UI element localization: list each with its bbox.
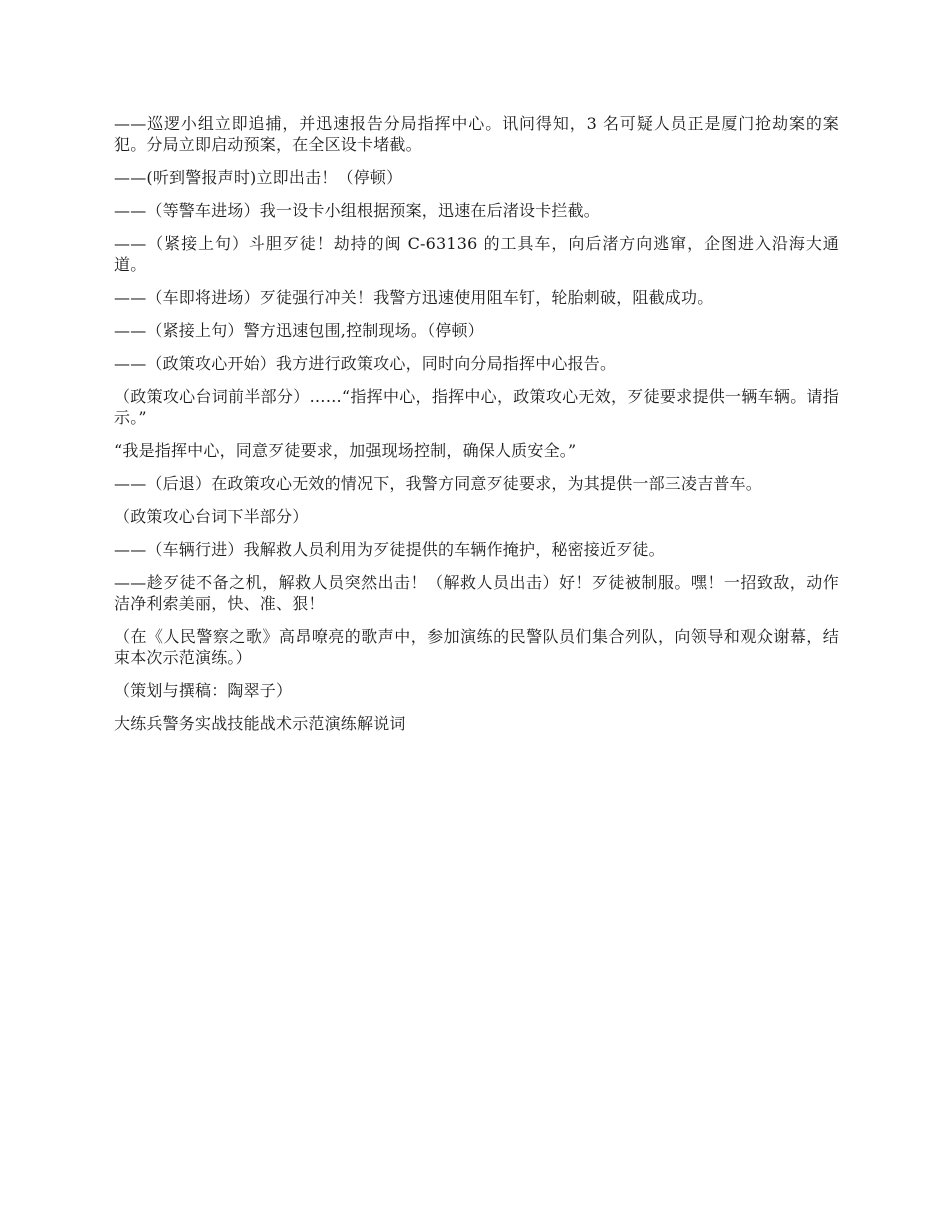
paragraph-negotiation-first-half: （政策攻心台词前半部分）……“指挥中心，指挥中心，政策攻心无效，歹徒要求提供一辆车辆。请指示。” <box>114 387 839 427</box>
paragraph-scene-control: ——（紧接上句）警方迅速包围,控制现场。（停顿） <box>114 321 484 340</box>
paragraph-closing-ceremony: （在《人民警察之歌》高昂嘹亮的歌声中，参加演练的民警队员们集合列队，向领导和观众谢幕，结束本次示范演练。） <box>114 627 839 667</box>
paragraph-command-reply: “我是指挥中心，同意歹徒要求，加强现场控制，确保人质安全。” <box>114 441 577 460</box>
document-body <box>114 113 839 746</box>
paragraph-checkpoint-setup: ——（等警车进场）我一设卡小组根据预案，迅速在后渚设卡拦截。 <box>114 201 601 220</box>
paragraph-forced-breakthrough: ——（车即将进场）歹徒强行冲关！我警方迅速使用阻车钉，轮胎刺破，阻截成功。 <box>114 288 714 307</box>
paragraph-alarm-response: ——(听到警报声时)立即出击！（停顿） <box>114 168 403 187</box>
paragraph-vehicle-provided: ——（后退）在政策攻心无效的情况下，我警方同意歹徒要求，为其提供一部三凌吉普车。 <box>114 474 763 493</box>
paragraph-pursuit-report: ——巡逻小组立即追捕，并迅速报告分局指挥中心。讯问得知，3 名可疑人员正是厦门抢劫案的案犯。分局立即启动预案，在全区设卡堵截。 <box>114 114 839 154</box>
paragraph-document-title: 大练兵警务实战技能战术示范演练解说词 <box>114 714 406 733</box>
paragraph-negotiation-start: ——（政策攻心开始）我方进行政策攻心，同时向分局指挥中心报告。 <box>114 354 617 373</box>
paragraph-rescue-strike: ——趁歹徒不备之机，解救人员突然出击！（解救人员出击）好！歹徒被制服。嘿！一招致敌，动作洁净利索美丽，快、准、狠！ <box>114 573 839 613</box>
paragraph-author-credit: （策划与撰稿：陶翠子） <box>114 681 293 700</box>
paragraph-hijacked-truck: ——（紧接上句）斗胆歹徒！劫持的闽 C-63136 的工具车，向后渚方向逃窜，企图进入沿海大通道。 <box>114 234 839 274</box>
paragraph-covert-approach: ——（车辆行进）我解救人员利用为歹徒提供的车辆作掩护，秘密接近歹徒。 <box>114 540 665 559</box>
paragraph-negotiation-second-half: （政策攻心台词下半部分） <box>114 507 309 526</box>
